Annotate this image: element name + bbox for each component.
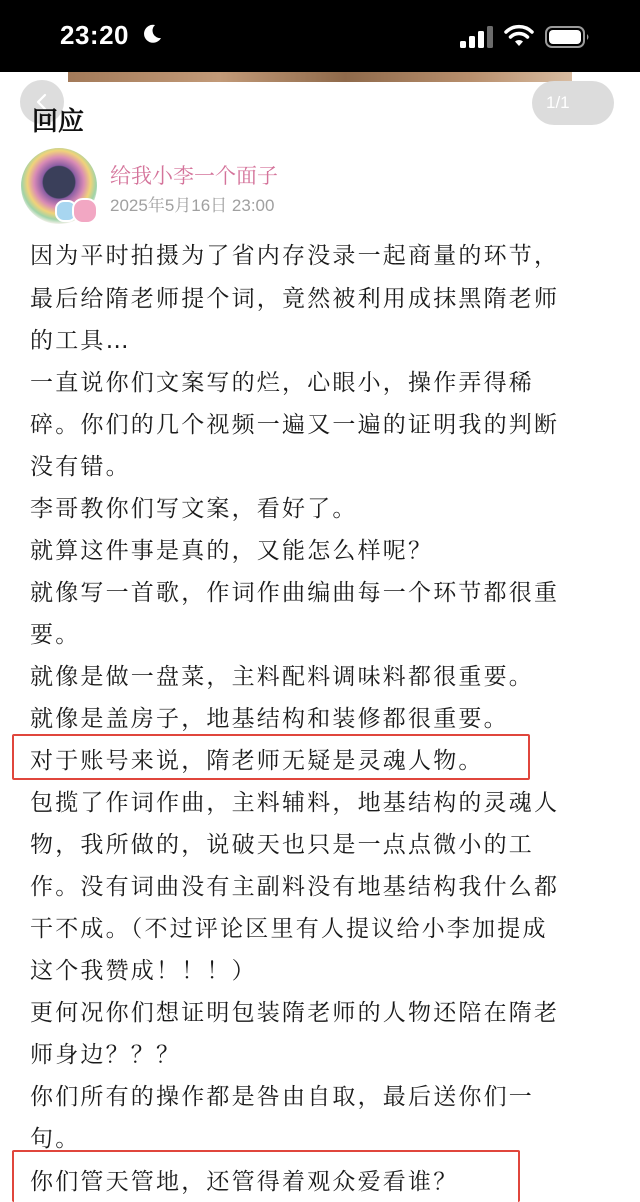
post-line: 你们所有的操作都是咎由自取，最后送你们一 [30, 1084, 534, 1110]
section-title: 回应 [32, 107, 85, 137]
post-line: 师身边？？？ [30, 1042, 182, 1068]
post-line: 李哥教你们写文案，看好了。 [30, 496, 358, 522]
post-line: 就像是做一盘菜，主料配料调味料都很重要。 [30, 664, 534, 690]
avatar-badge-icon [72, 198, 98, 224]
post-line: 物，我所做的，说破天也只是一点点微小的工 [30, 832, 534, 858]
post-line: 的工具… [30, 328, 131, 354]
image-counter[interactable] [532, 81, 614, 125]
post-line: 最后给隋老师提个词，竟然被利用成抹黑隋老师 [30, 286, 560, 312]
post-line: 就算这件事是真的，又能怎么样呢？ [30, 538, 434, 564]
post-line: 要。 [30, 622, 81, 648]
moon-icon [141, 23, 163, 45]
wifi-icon [504, 24, 534, 48]
status-time: 23:20 [60, 20, 129, 50]
image-counter-text: 1/1 [546, 93, 570, 112]
post-line-highlighted: 你们管天管地，还管得着观众爱看谁？ [30, 1169, 459, 1195]
post-line: 作。没有词曲没有主副料没有地基结构我什么都 [30, 874, 560, 900]
post-line: 句。 [30, 1126, 81, 1152]
post-line-highlighted: 对于账号来说，隋老师无疑是灵魂人物。 [30, 748, 484, 774]
post-line: 一直说你们文案写的烂，心眼小，操作弄得稀 [30, 370, 534, 396]
post-line: 就像是盖房子，地基结构和装修都很重要。 [30, 706, 509, 732]
post-line: 因为平时拍摄为了省内存没录一起商量的环节， [30, 243, 560, 269]
status-bar [0, 0, 640, 72]
post-timestamp: 2025年5月16日 23:00 [110, 196, 275, 215]
post-line: 没有错。 [30, 454, 131, 480]
post-line: 更何况你们想证明包装隋老师的人物还陪在隋老 [30, 1000, 560, 1026]
cellular-signal-icon [459, 26, 495, 48]
post-line: 干不成。（不过评论区里有人提议给小李加提成 [30, 916, 548, 942]
post-line: 就像写一首歌，作词作曲编曲每一个环节都很重 [30, 580, 560, 606]
highlight-box [12, 734, 530, 780]
post-line: 碎。你们的几个视频一遍又一遍的证明我的判断 [30, 412, 560, 438]
username[interactable]: 给我小李一个面子 [110, 164, 278, 188]
post-line: 包揽了作词作曲，主料辅料，地基结构的灵魂人 [30, 790, 560, 816]
battery-icon [545, 26, 591, 48]
highlight-box [12, 1150, 520, 1202]
post-line: 这个我赞成！！！） [30, 958, 257, 984]
photo-strip [68, 72, 572, 82]
